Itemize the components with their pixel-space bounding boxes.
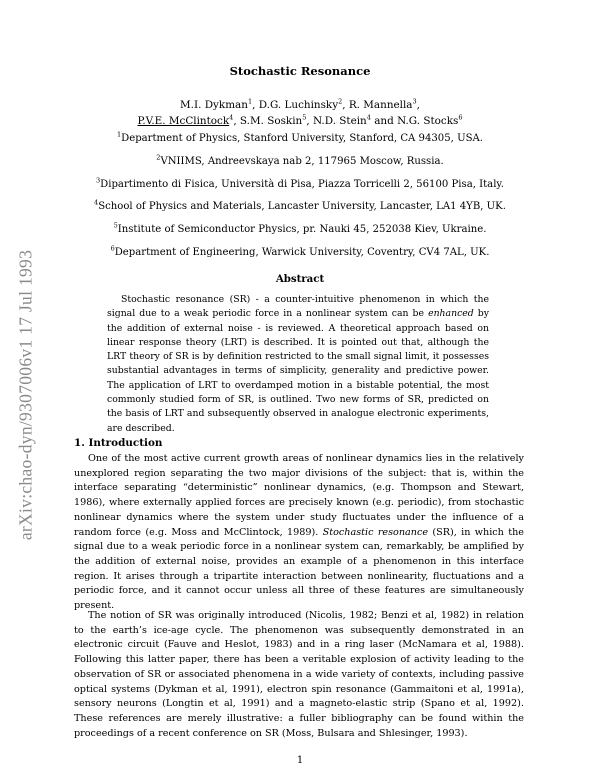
affiliation-5: [0, 221, 600, 235]
author-separator: ,: [233, 115, 240, 127]
affiliation-6: [0, 244, 600, 258]
abstract-heading: Abstract: [275, 273, 325, 285]
affiliation-1: [0, 130, 600, 144]
paragraph-text: (SR), in which the signal due to a weak periodic force in a nonlinear system can, remarkably, be amplified by the addition of external noise, provides an example of a phenomenon in this interface region. It arises through a tripartite interaction between nonlinearity, fluctuations and a periodic force, and it cannot occur unless all three of these features are simultaneously present.: [74, 526, 524, 612]
affiliation-text: Dipartimento di Fisica, Università di Pisa, Piazza Torricelli 2, 56100 Pisa, Italy.: [100, 179, 504, 190]
author-separator: ,: [416, 99, 420, 111]
author-name: M.I. Dykman: [180, 99, 248, 111]
affiliation-mark: 6: [110, 244, 115, 253]
paper-title: Stochastic Resonance: [229, 64, 371, 78]
affiliation-mark: 5: [302, 113, 307, 122]
paragraph-text: One of the most active current growth areas of nonlinear dynamics lies in the relatively unexplored region separating the two major divisions of the subject: that is, within the interface separating “deterministic” nonlinear dynamics, (e.g. Thompson and Stewart, 1986), where externally applied forces are precisely known (e.g. periodic), from stochastic nonlinear dynamics where the system under study fluctuates under the influence of a random force (e.g. Moss and McClintock, 1989).: [74, 453, 524, 538]
affiliation-text: VNIIMS, Andreevskaya nab 2, 117965 Moscow, Russia.: [160, 156, 444, 167]
author-name: R. Mannella: [348, 99, 413, 111]
affiliation-mark: 4: [229, 113, 234, 122]
page-number: 1: [296, 755, 304, 766]
author-separator: ,: [342, 99, 349, 111]
author-name: D.G. Luchinsky: [258, 99, 339, 111]
author-name: S.M. Soskin: [239, 115, 303, 127]
author-line-2: [0, 113, 600, 129]
author-list: [0, 97, 600, 129]
author-name: N.G. Stocks: [397, 115, 459, 127]
affiliation-mark: 1: [116, 130, 122, 139]
affiliation-mark: 4: [366, 113, 371, 122]
abstract-body: [107, 293, 489, 436]
affiliation-text: Institute of Semiconductor Physics, pr. Nauki 45, 252038 Kiev, Ukraine.: [117, 224, 487, 235]
intro-paragraph-2: The notion of SR was originally introduced (Nicolis, 1982; Benzi et al, 1982) in relation to the earth’s ice-age cycle. The phenomenon was subsequently demonstrated in an electronic circuit (Fauve and Heslot, 1983) and in a ring laser (McNamara et al, 1988). Following this latter paper, there has been a veritable explosion of activity leading to the observation of SR or associated phenomena in a wide variety of contexts, including passive optical systems (Dykman et al, 1991), electron spin resonance (Gammaitoni et al, 1991a), sensory neurons (Longtin et al, 1991) and a magneto-elastic strip (Spano et al, 1992). These references are merely illustrative: a fuller bibliography can be found within the proceedings of a recent conference on SR (Moss, Bulsara and Shlesinger, 1993).: [74, 610, 524, 739]
affiliation-text: School of Physics and Materials, Lancaster University, Lancaster, LA1 4YB, UK.: [98, 201, 506, 212]
arxiv-identifier: arXiv:chao-dyn/9307006v1 17 Jul 1993: [15, 249, 36, 541]
abstract-emphasis: enhanced: [428, 308, 474, 320]
affiliation-mark: 4: [94, 198, 99, 207]
affiliation-mark: 5: [113, 221, 118, 230]
affiliation-2: [0, 153, 600, 167]
author-line-1: [0, 97, 600, 113]
affiliation-mark: 2: [156, 153, 161, 162]
abstract-text: Stochastic resonance (SR) - a counter-intuitive phenomenon in which the signal due to a weak periodic force in a nonlinear system can be: [107, 294, 489, 320]
author-name-underlined: P.V.E. McClintock: [137, 115, 230, 127]
affiliation-mark: 3: [96, 176, 101, 185]
affiliation-mark: 2: [338, 97, 343, 106]
affiliation-text: Department of Engineering, Warwick University, Coventry, CV4 7AL, UK.: [114, 247, 490, 258]
author-separator: ,: [306, 115, 313, 127]
author-separator: ,: [252, 99, 259, 111]
affiliation-mark: 1: [247, 97, 253, 106]
affiliation-mark: 6: [458, 113, 463, 122]
abstract-text: by the addition of external noise - is reviewed. A theoretical approach based on linear response theory (LRT) is described. It is pointed out that, although the LRT theory of SR is by definition restricted to the small signal limit, it possesses substantial advantages in terms of simplicity, generality and predictive power. The application of LRT to overdamped motion in a bistable potential, the most commonly studied form of SR, is outlined. Two new forms of SR, predicted on the basis of LRT and subsequently observed in analogue electronic experiments, are described.: [107, 308, 489, 434]
paragraph-emphasis: Stochastic resonance: [322, 526, 429, 538]
intro-paragraph-1: [74, 452, 524, 614]
section-heading: 1. Introduction: [74, 437, 163, 449]
affiliation-4: [0, 198, 600, 212]
author-name: N.D. Stein: [313, 115, 367, 127]
affiliation-3: [0, 176, 600, 190]
author-conjunction: and: [374, 115, 394, 127]
affiliation-mark: 3: [412, 97, 417, 106]
affiliation-text: Department of Physics, Stanford University, Stanford, CA 94305, USA.: [121, 133, 483, 144]
